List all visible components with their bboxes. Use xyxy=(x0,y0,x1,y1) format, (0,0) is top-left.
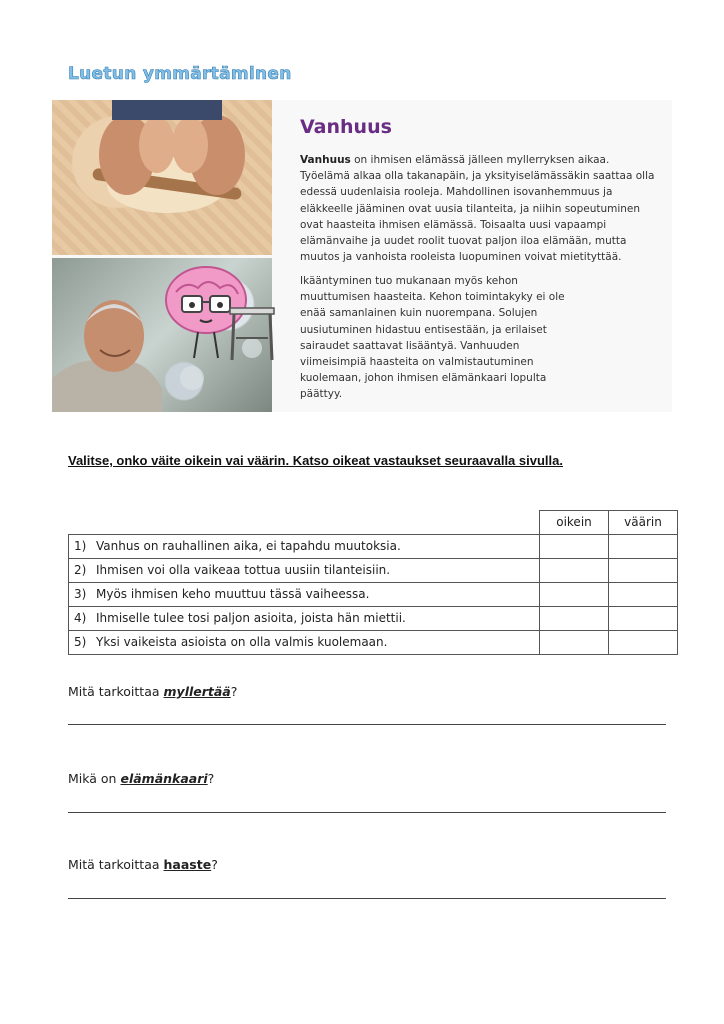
statement-cell xyxy=(69,582,540,606)
question-text: Mitä tarkoittaa xyxy=(68,857,164,872)
statement-number: 2) xyxy=(74,563,87,577)
reading-line: ovat haasteita ihmisen elämässä. Toisaalta uusi vapaampi xyxy=(300,218,607,231)
reading-line: kuolemaan, johon ihmisen elämänkaari lopulta xyxy=(300,372,547,385)
table-row xyxy=(69,558,678,582)
statement-number: 5) xyxy=(74,635,87,649)
brain-mascot-with-walker-icon xyxy=(162,262,280,364)
answer-cell-true[interactable] xyxy=(540,534,609,558)
table-row xyxy=(69,582,678,606)
table-row xyxy=(69,630,678,654)
question-term: myllertää xyxy=(163,684,231,699)
reading-line: elämänvaihe ja uudet roolit tuovat paljon iloa elämään, mutta xyxy=(300,235,627,248)
question-2 xyxy=(68,771,214,786)
question-term: haaste xyxy=(163,857,212,872)
reading-line: uusiutuminen hidastuu entisestään, ja erilaiset xyxy=(300,323,547,336)
statement-text: Myös ihmisen keho muuttuu tässä vaiheessa. xyxy=(96,587,370,601)
reading-line: viimeisimpiä haasteita on valmistautuminen xyxy=(300,356,534,369)
question-1 xyxy=(68,684,237,699)
statement-text: Vanhus on rauhallinen aika, ei tapahdu muutoksia. xyxy=(96,539,401,553)
reading-paragraph-2 xyxy=(300,273,665,403)
reading-title: Vanhuus xyxy=(300,116,392,138)
page-title: Luetun ymmärtäminen xyxy=(68,64,292,84)
answer-cell-true[interactable] xyxy=(540,558,609,582)
statement-text: Yksi vaikeista asioista on olla valmis kuolemaan. xyxy=(96,635,388,649)
answer-cell-false[interactable] xyxy=(609,630,678,654)
answer-line-2[interactable] xyxy=(68,812,666,813)
reading-paragraph-1 xyxy=(300,152,665,265)
table-header-row xyxy=(69,511,678,535)
statement-cell xyxy=(69,558,540,582)
reading-line: Työelämä alkaa olla takanapäin, ja yksityiselämässäkin saattaa olla xyxy=(300,170,655,183)
reading-line: enää samanlainen kuin nuorempana. Solujen xyxy=(300,307,538,320)
reading-line: on ihmisen elämässä jälleen myllerryksen aikaa. xyxy=(350,154,610,166)
hands-kneading-dough-photo xyxy=(52,100,272,255)
table-row xyxy=(69,534,678,558)
reading-line: muutos ja vanhoista rooleista luopuminen voivat mietityttää. xyxy=(300,251,622,264)
answer-cell-true[interactable] xyxy=(540,606,609,630)
column-header-false: väärin xyxy=(609,511,678,535)
reading-line: eläkkeelle jääminen ovat uusia tilanteita, ja niihin sopeutuminen xyxy=(300,202,641,215)
answer-line-1[interactable] xyxy=(68,724,666,725)
answer-cell-false[interactable] xyxy=(609,558,678,582)
reading-line: sairaudet saattavat lisääntyä. Vanhuuden xyxy=(300,339,520,352)
answer-cell-false[interactable] xyxy=(609,582,678,606)
question-text: Mitä tarkoittaa xyxy=(68,684,164,699)
answer-cell-true[interactable] xyxy=(540,582,609,606)
reading-line: edessä uudenlaisia rooleja. Mahdollinen isovanhemmuus ja xyxy=(300,186,613,199)
statement-number: 4) xyxy=(74,611,87,625)
statement-number: 1) xyxy=(74,539,87,553)
question-mark: ? xyxy=(230,684,238,699)
reading-bold-term: Vanhuus xyxy=(300,154,351,166)
true-false-table xyxy=(68,510,678,655)
answer-cell-true[interactable] xyxy=(540,630,609,654)
statement-cell xyxy=(69,630,540,654)
statement-text: Ihmisen voi olla vaikeaa tottua uusiin tilanteisiin. xyxy=(96,563,391,577)
question-3 xyxy=(68,857,218,872)
answer-line-3[interactable] xyxy=(68,898,666,899)
statement-number: 3) xyxy=(74,587,87,601)
reading-line: muuttumisen haasteita. Kehon toimintakyky ei ole xyxy=(300,291,565,304)
answer-cell-false[interactable] xyxy=(609,606,678,630)
reading-line: päättyy. xyxy=(300,388,343,401)
answer-cell-false[interactable] xyxy=(609,534,678,558)
instructions: Valitse, onko väite oikein vai väärin. Katso oikeat vastaukset seuraavalla sivulla. xyxy=(68,453,563,468)
question-term: elämänkaari xyxy=(120,771,208,786)
question-mark: ? xyxy=(211,857,218,872)
column-header-true: oikein xyxy=(540,511,609,535)
question-text: Mikä on xyxy=(68,771,121,786)
statement-cell xyxy=(69,606,540,630)
table-header-blank xyxy=(69,511,540,535)
question-mark: ? xyxy=(207,771,215,786)
statement-cell xyxy=(69,534,540,558)
reading-line: Ikääntyminen tuo mukanaan myös kehon xyxy=(300,275,518,287)
statement-text: Ihmiselle tulee tosi paljon asioita, joista hän miettii. xyxy=(96,611,406,625)
table-row xyxy=(69,606,678,630)
